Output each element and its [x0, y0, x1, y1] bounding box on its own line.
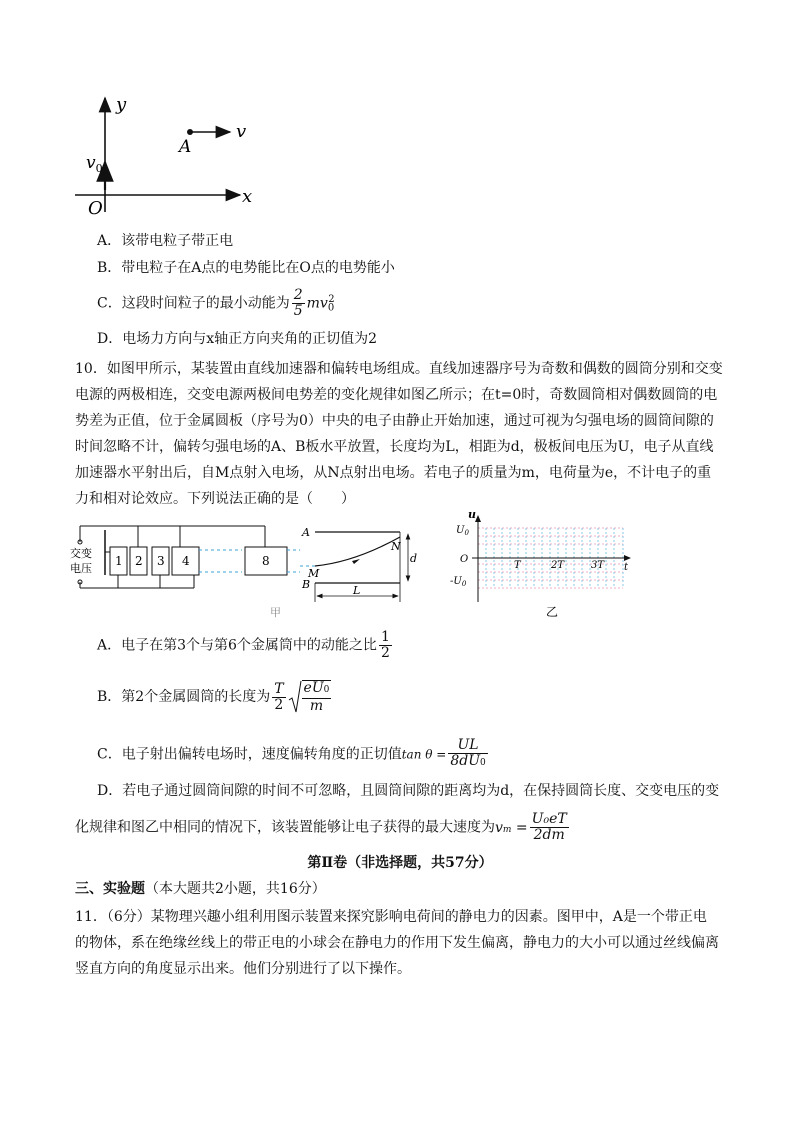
q10-option-b-sqrt: $\frac{eU0}{m}$ [288, 680, 334, 714]
fig10-graph-tick-t: T [514, 560, 521, 571]
q10-option-c[interactable] [97, 738, 490, 771]
fig10-graph-tick-2t: 2T [551, 560, 565, 571]
fig10-plate-b: B [302, 578, 311, 591]
fig9-x-label: x [242, 186, 253, 207]
q10-option-c-fraction: $\frac{UL}{8dU0}$ [450, 737, 486, 769]
fig10-graph-u0: $U_0$ [456, 525, 469, 537]
fig10-source-label-top: 交变 [70, 547, 92, 560]
q10-option-d-line-1[interactable]: D．若电子通过圆筒间隙的时间不可忽略，且圆筒间隙的距离均为d，在保持圆筒长度、交变电压的变 [97, 783, 720, 799]
section-2-title: 第Ⅱ卷（非选择题，共57分） [307, 855, 493, 871]
q9-option-c-mv: mv [306, 295, 328, 312]
fig10-tube-4: 4 [182, 554, 190, 568]
q10-option-a-text: A．电子在第3个与第6个金属筒中的动能之比 [97, 637, 377, 654]
q10-stem-line-2: 电源的两极相连，交变电源两极间电势差的变化规律如图乙所示；在t=0时，奇数圆筒相对偶数圆筒的电 [75, 387, 718, 403]
q9-option-c-fraction: $\frac{2}{5}$ [293, 287, 303, 319]
fig10-tube-2: 2 [135, 554, 143, 568]
fig10-graph-origin: O [460, 554, 469, 565]
fig10-graph-u: u [468, 508, 476, 521]
fig10-caption-yi: 乙 [546, 605, 559, 618]
q11-line-2: 的物体，系在绝缘丝线上的带正电的小球会在静电力的作用下发生偏离，静电力的大小可以通过丝线偏离 [75, 935, 719, 951]
q10-stem-line-4: 时间忽略不计，偏转匀强电场的A、B板水平放置，长度均为L，相距为d，极板间电压为U，电子从直线 [75, 439, 714, 455]
fig10-caption-jia: 甲 [270, 606, 281, 619]
fig10-tube-1: 1 [115, 554, 123, 568]
q10-option-d-fraction: $\frac{\text{U₀eT}}{2dm}$ [531, 811, 567, 843]
fig9-origin-label: O [88, 198, 103, 219]
fig9-y-label: y [116, 94, 127, 115]
q10-stem-line-3: 势差为正值，位于金属圆板（序号为0）中央的电子由静止开始加速，通过可视为匀强电场的圆筒间隙的 [75, 413, 714, 429]
fig10-graph-tick-3t: 3T [591, 560, 605, 571]
fig10-voltage-graph [448, 508, 633, 618]
fig10-deflection [300, 522, 420, 607]
q11-line-3: 竖直方向的角度显示出来。他们分别进行了以下操作。 [75, 961, 411, 977]
q10-stem-line-1: 10．如图甲所示，某装置由直线加速器和偏转电场组成。直线加速器序号为奇数和偶数的圆筒分别和交变 [75, 361, 723, 377]
q9-option-c[interactable]: C．这段时间粒子的最小动能为 $\frac{2}{5}$ $mv_0^2$ [97, 287, 335, 319]
fig10-source-label-bottom: 电压 [70, 562, 92, 575]
fig10-plate-a: A [302, 526, 310, 539]
q9-option-d[interactable]: D．电场力方向与x轴正方向夹角的正切值为2 [97, 331, 378, 347]
fig10-tube-8: 8 [262, 554, 270, 568]
fig10-graph-neg-u0: $-U_0$ [450, 576, 467, 588]
q9-option-c-text: C．这段时间粒子的最小动能为 [97, 295, 290, 312]
fig10-point-m: M [308, 567, 320, 580]
q11-line-1: 11．（6分）某物理兴趣小组利用图示装置来探究影响电荷间的静电力的因素。图甲中，A是一个带正电 [75, 909, 707, 925]
fig9-point-label: A [179, 137, 192, 157]
q9-option-b[interactable]: B．带电粒子在A点的电势能比在O点的电势能小 [97, 260, 395, 276]
fig9-axes [70, 90, 270, 220]
q10-option-a[interactable] [97, 630, 394, 661]
q10-option-a-fraction: $\frac{1}{2}$ [380, 629, 390, 661]
fig10-len-l: L [353, 584, 361, 597]
fig9-v0-label: $v_0$ [86, 153, 103, 175]
q10-option-b-text: B．第2个金属圆筒的长度为 [97, 689, 271, 705]
fig10-graph-t: t [624, 562, 629, 573]
q10-option-d-line-2: 化规律和图乙中相同的情况下，该装置能够让电子获得的最大速度为vm = $\frac{\text{U₀eT}}{2dm}$ [75, 811, 567, 843]
fig9-v-label: v [236, 121, 247, 142]
fig10-tube-3: 3 [157, 554, 165, 568]
q10-option-c-tan: tan θ = [401, 747, 447, 762]
fig10-dist-d: d [410, 552, 418, 565]
q10-option-b-fraction: $\frac{T}{2}$ [274, 680, 284, 713]
q10-stem-line-6: 力和相对论效应。下列说法正确的是（ ） [75, 491, 355, 507]
q10-option-c-text: C．电子射出偏转电场时，速度偏转角度的正切值 [97, 746, 402, 763]
q10-option-b[interactable] [97, 680, 333, 714]
q10-stem-line-5: 加速器水平射出后，自M点射入电场，从N点射出电场。若电子的质量为m，电荷量为e，不计电子的重 [75, 465, 712, 481]
q10-option-d-vm: vm = [495, 819, 528, 836]
section-3-heading: 三、实验题（本大题共2小题，共16分） [75, 881, 326, 897]
fig10-point-n: N [391, 540, 401, 553]
q9-option-a[interactable]: A．该带电粒子带正电 [97, 233, 234, 249]
fig10-accelerator [70, 520, 300, 620]
